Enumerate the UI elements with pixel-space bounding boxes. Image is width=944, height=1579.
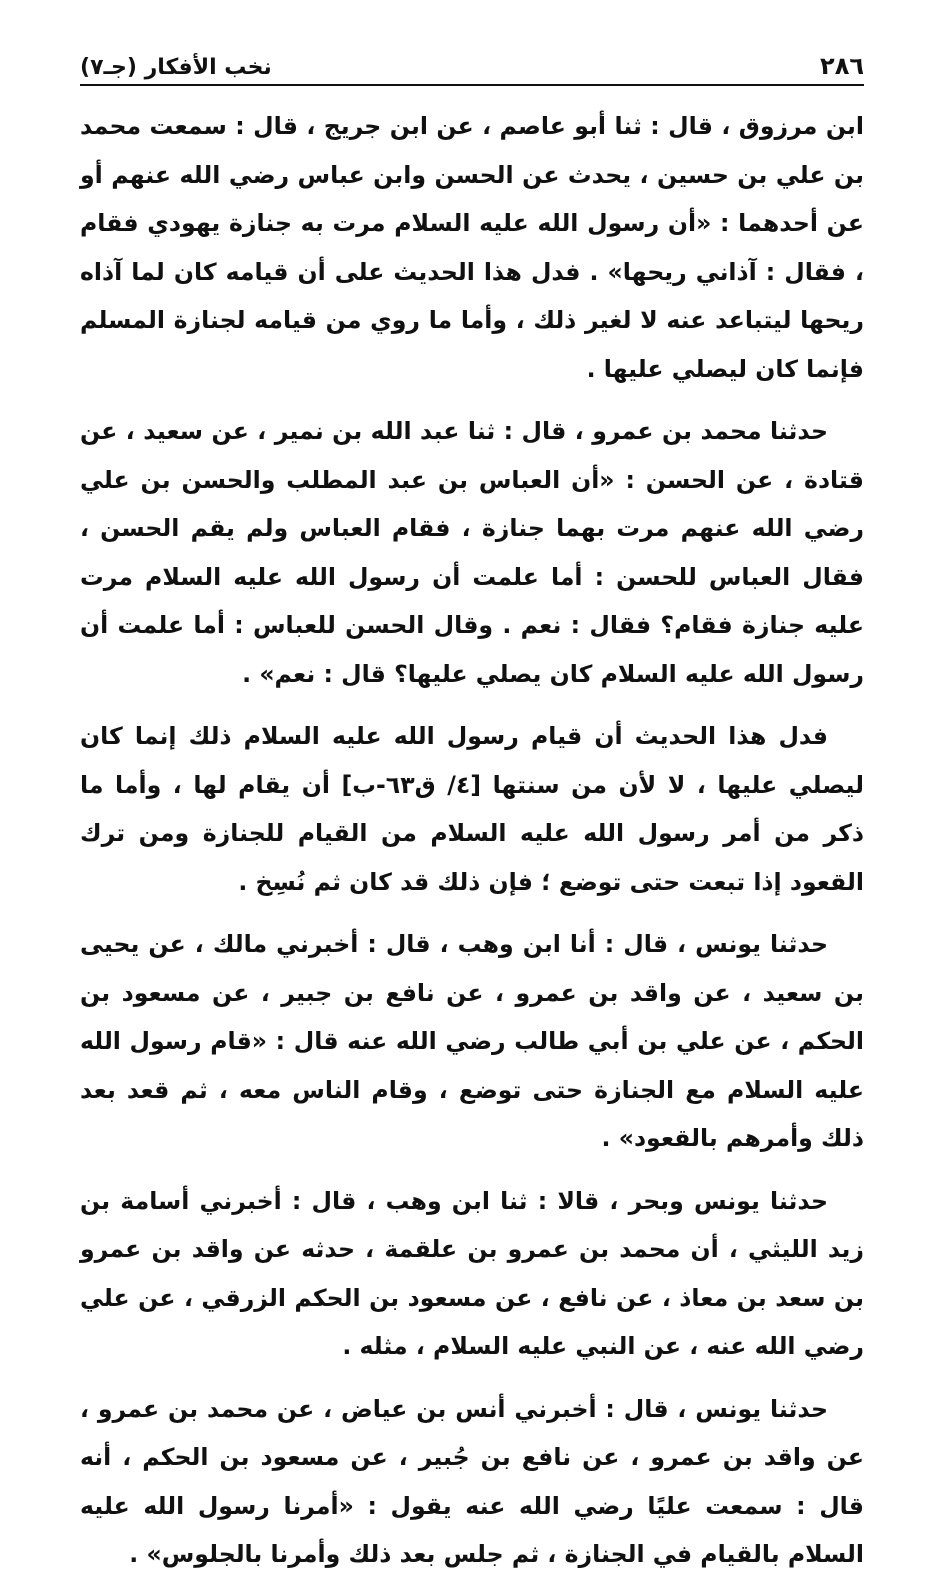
paragraph-5: حدثنا يونس وبحر ، قالا : ثنا ابن وهب ، قال : أخبرني أسامة بن زيد الليثي ، أن محمد بن عمرو بن علقمة ، حدثه عن واقد بن عمرو بن سعد بن معاذ ، عن نافع ، عن مسعود بن الحكم الزرقي ، عن علي رضي الله عنه ، عن النبي عليه السلام ، مثله .: [80, 1186, 864, 1360]
page-number: ٢٨٦: [820, 52, 864, 80]
paragraph-4: حدثنا يونس ، قال : أنا ابن وهب ، قال : أخبرني مالك ، عن يحيى بن سعيد ، عن واقد بن عمرو ، عن نافع بن جبير ، عن مسعود بن الحكم ، عن علي بن أبي طالب رضي الله عنه قال : «قام رسول الله عليه السلام مع الجنازة حتى توضع ، وقام الناس معه ، ثم قعد بعد ذلك وأمرهم بالقعود» .: [80, 930, 864, 1152]
paragraph-6: حدثنا يونس ، قال : أخبرني أنس بن عياض ، عن محمد بن عمرو ، عن واقد بن عمرو ، عن نافع بن جُبير ، عن مسعود بن الحكم ، أنه قال : سمعت عليًا رضي الله عنه يقول : «أمرنا رسول الله عليه السلام بالقيام في الجنازة ، ثم جلس بعد ذلك وأمرنا بالجلوس» .: [80, 1394, 864, 1568]
paragraph-3: فدل هذا الحديث أن قيام رسول الله عليه السلام ذلك إنما كان ليصلي عليها ، لا لأن من سنتها [٤/ ق٦٣-ب] أن يقام لها ، وأما ما ذكر من أمر رسول الله عليه السلام من القيام للجنازة ومن ترك القعود إذا تبعت حتى توضع ؛ فإن ذلك قد كان ثم نُسِخ .: [80, 722, 865, 896]
book-page: [80, 40, 865, 1568]
book-title: نخب الأفكار (جـ٧): [80, 55, 272, 80]
paragraph-1: ابن مرزوق ، قال : ثنا أبو عاصم ، عن ابن جريج ، قال : سمعت محمد بن علي بن حسين ، يحدث عن الحسن وابن عباس رضي الله عنهم أو عن أحدهما : «أن رسول الله عليه السلام مرت به جنازة يهودي فقام ، فقال : آذاني ريحها» . فدل هذا الحديث على أن قيامه كان لما آذاه ريحها ليتباعد عنه لا لغير ذلك ، وأما ما روي من قيامه لجنازة المسلم فإنما كان ليصلي عليها .: [80, 112, 864, 383]
page-body: [80, 102, 864, 1579]
running-header: [80, 40, 864, 80]
paragraph-2: حدثنا محمد بن عمرو ، قال : ثنا عبد الله بن نمير ، عن سعيد ، عن قتادة ، عن الحسن : «أن العباس بن عبد المطلب والحسن بن علي رضي الله عنهم مرت بهما جنازة ، فقام العباس ولم يقم الحسن ، فقال العباس للحسن : أما علمت أن رسول الله عليه السلام مرت عليه جنازة فقام؟ فقال : نعم . وقال الحسن للعباس : أما علمت أن رسول الله عليه السلام كان يصلي عليها؟ قال : نعم» .: [80, 417, 864, 688]
header-rule: [80, 84, 864, 86]
